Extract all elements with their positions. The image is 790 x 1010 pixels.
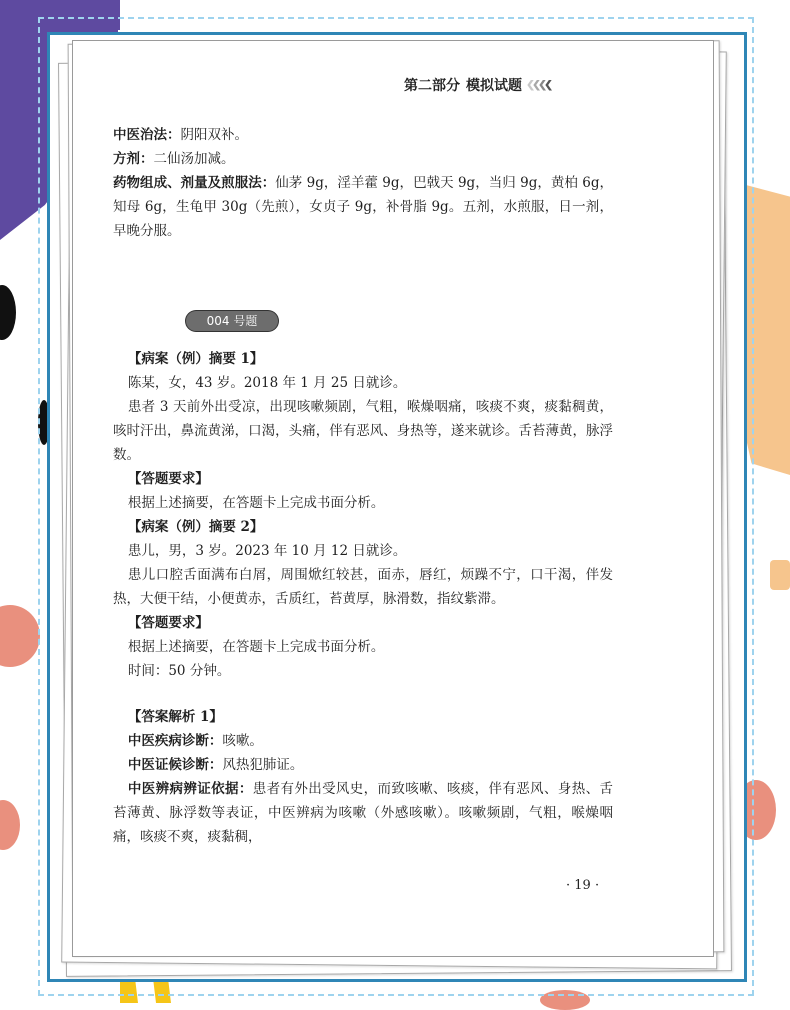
chevrons-left-icon (528, 80, 552, 91)
field-value: 二仙汤加减。 (153, 151, 235, 167)
header-section: 第二部分 (404, 78, 460, 94)
field-label: 中医疾病诊断： (127, 733, 223, 749)
field-value: 风热犯肺证。 (222, 757, 304, 773)
page-number: · 19 · (566, 878, 600, 893)
patient-info: 陈某，女，43 岁。2018 年 1 月 25 日就诊。 (127, 375, 407, 391)
section-heading: 【答案解析 1】 (127, 709, 223, 725)
decor-orange-brush (770, 560, 790, 590)
field-value: 仙茅 9g，淫羊藿 9g，巴戟天 9g，当归 9g，黄柏 6g，知母 6g，生龟甲 30g（先煎），女贞子 9g，补骨脂 9g。五剂，水煎服，日一剂，早晚分服。 (113, 175, 613, 239)
header-title: 模拟试题 (466, 78, 522, 94)
section-heading: 【答题要求】 (127, 615, 209, 631)
field-value: 患者有外出受风史，而致咳嗽、咳痰，伴有恶风、身热、舌苔薄黄、脉浮数等表证，中医辨病为咳嗽（外感咳嗽）。咳嗽频剧，气粗，喉燥咽痛，咳痰不爽，痰黏稠， (113, 781, 614, 845)
section-heading: 【病案（例）摘要 2】 (127, 519, 264, 535)
decor-black-blob (0, 285, 16, 340)
requirement-text: 根据上述摘要，在答题卡上完成书面分析。 (127, 495, 385, 511)
case-description: 患者 3 天前外出受凉，出现咳嗽频剧，气粗，喉燥咽痛，咳痰不爽，痰黏稠黄，咳时汗出，鼻流黄涕，口渴，头痛，伴有恶风、身热等，遂来就诊。舌苔薄黄，脉浮数。 (113, 399, 613, 463)
section-heading: 【答题要求】 (127, 471, 209, 487)
decor-pink-blob (0, 605, 40, 667)
field-label: 药物组成、剂量及煎服法： (113, 175, 276, 191)
section-heading: 【病案（例）摘要 1】 (127, 351, 264, 367)
field-label: 中医治法： (113, 127, 181, 143)
running-header (404, 75, 552, 95)
field-label: 中医证候诊断： (127, 757, 223, 773)
case-description: 患儿口腔舌面满布白屑，周围焮红较甚，面赤，唇红，烦躁不宁，口干渴，伴发热，大便干结，小便黄赤，舌质红，苔黄厚，脉滑数，指纹紫滞。 (113, 567, 613, 607)
field-label: 方剂： (113, 151, 154, 167)
requirement-text: 根据上述摘要，在答题卡上完成书面分析。 (127, 639, 385, 655)
case1-block (113, 347, 613, 515)
time-limit: 时间：50 分钟。 (127, 663, 231, 679)
case2-block (113, 515, 613, 683)
patient-info: 患儿，男，3 岁。2023 年 10 月 12 日就诊。 (127, 543, 407, 559)
top-block (113, 123, 613, 293)
page-content (113, 123, 613, 849)
answer1-block (113, 705, 613, 849)
decor-pink-blob (0, 800, 20, 850)
field-value: 咳嗽。 (222, 733, 263, 749)
question-number-badge: 004 号题 (186, 311, 278, 331)
field-value: 阴阳双补。 (180, 127, 248, 143)
field-label: 中医辨病辨证依据： (127, 781, 253, 797)
